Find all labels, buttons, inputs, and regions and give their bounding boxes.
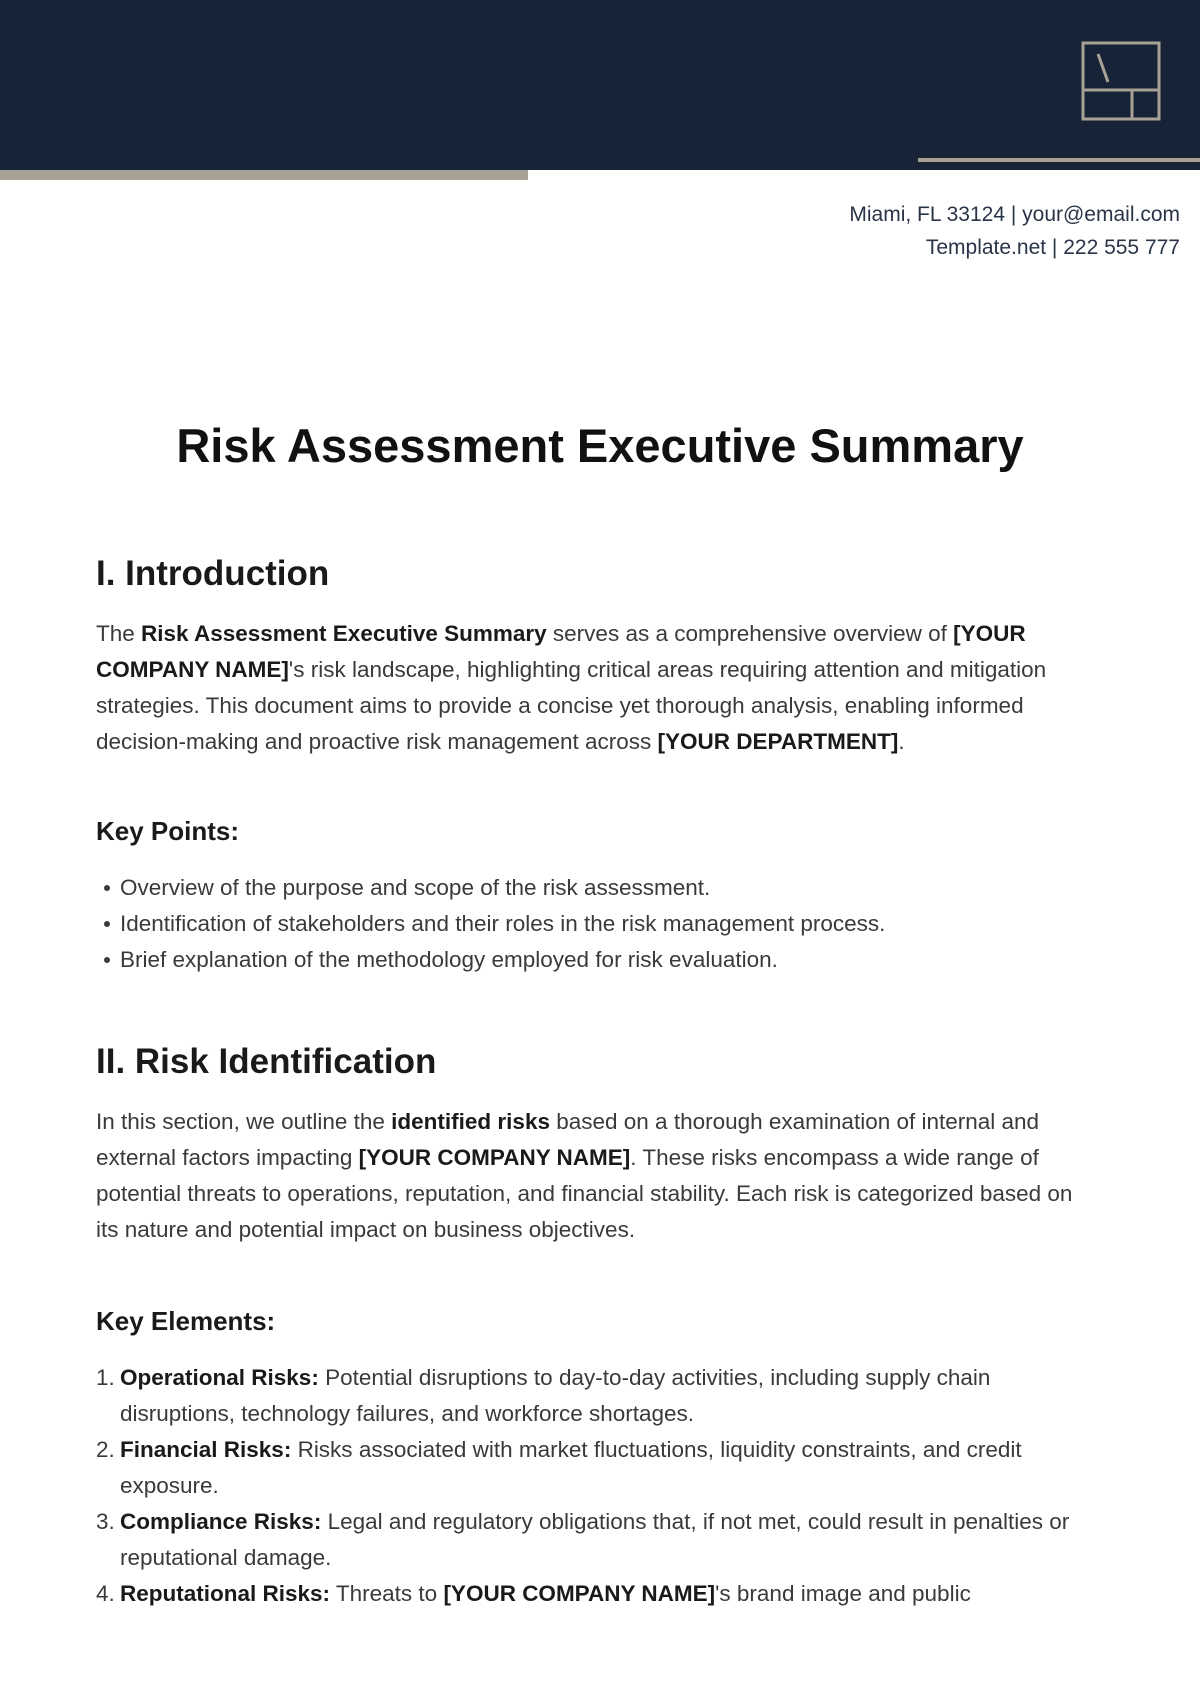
- element-text: Potential disruptions to day-to-day activities, including supply chain disruptions, technology failures, and workforce shortages.: [120, 1365, 991, 1426]
- contact-address-email: Miami, FL 33124 | your@email.com: [849, 203, 1180, 226]
- list-item-operational-risks: [96, 1360, 1096, 1432]
- element-text: Threats to: [330, 1581, 444, 1606]
- element-label: Financial Risks:: [120, 1437, 292, 1462]
- element-text: 's brand image and public: [715, 1581, 971, 1606]
- header-accent-bar-left: [0, 170, 528, 180]
- list-item-reputational-risks: [96, 1576, 1096, 1612]
- element-label: Reputational Risks:: [120, 1581, 331, 1606]
- introduction-heading: I. Introduction: [96, 554, 330, 593]
- contact-info: [849, 198, 1180, 264]
- text-run: 's risk landscape, highlighting critical areas requiring attention and mitigation strategies. This document aims to provide a concise yet thorough analysis, enabling informed decision-making and proactive risk management across: [96, 657, 1047, 754]
- element-text: Legal and regulatory obligations that, if not met, could result in penalties or reputational damage.: [120, 1509, 1070, 1570]
- document-body: [96, 552, 1096, 1612]
- key-elements-list: [96, 1360, 1096, 1612]
- text-run: In this section, we outline the: [96, 1109, 392, 1134]
- list-item: Identification of stakeholders and their roles in the risk management process.: [96, 906, 1096, 942]
- bold-text: identified risks: [391, 1109, 550, 1134]
- list-item: Overview of the purpose and scope of the risk assessment.: [96, 870, 1096, 906]
- header-accent-bar-right: [918, 158, 1200, 162]
- introduction-paragraph: [96, 616, 1096, 760]
- text-run: .: [898, 729, 905, 754]
- list-item-financial-risks: [96, 1432, 1096, 1504]
- bold-text: [YOUR COMPANY NAME]: [443, 1581, 716, 1606]
- element-text: Risks associated with market fluctuations, liquidity constraints, and credit exposure.: [120, 1437, 1022, 1498]
- logo-icon: [1080, 40, 1162, 122]
- contact-website-phone: Template.net | 222 555 777: [925, 236, 1180, 259]
- key-elements-heading: Key Elements:: [96, 1306, 276, 1336]
- text-run: . These risks encompass a wide range of potential threats to operations, reputation, and financial stability. Each risk is categorized based on its nature and potential impact on business objectives.: [96, 1145, 1073, 1242]
- bold-text: [YOUR COMPANY NAME]: [358, 1145, 631, 1170]
- risk-identification-paragraph: [96, 1104, 1096, 1248]
- key-points-heading: Key Points:: [96, 816, 240, 846]
- element-label: Compliance Risks:: [120, 1509, 322, 1534]
- text-run: The: [96, 621, 142, 646]
- key-points-list: [96, 870, 1096, 978]
- text-run: based on a thorough examination of internal and external factors impacting: [96, 1109, 1040, 1170]
- list-item-compliance-risks: [96, 1504, 1096, 1576]
- element-label: Operational Risks:: [120, 1365, 319, 1390]
- header-band: [0, 0, 1200, 170]
- text-run: serves as a comprehensive overview of: [546, 621, 954, 646]
- bold-text: [YOUR COMPANY NAME]: [96, 621, 1026, 682]
- bold-text: [YOUR DEPARTMENT]: [657, 729, 899, 754]
- bold-text: Risk Assessment Executive Summary: [141, 621, 547, 646]
- list-item: Brief explanation of the methodology employed for risk evaluation.: [96, 942, 1096, 978]
- page-title: Risk Assessment Executive Summary: [176, 419, 1024, 472]
- risk-identification-heading: II. Risk Identification: [96, 1042, 437, 1081]
